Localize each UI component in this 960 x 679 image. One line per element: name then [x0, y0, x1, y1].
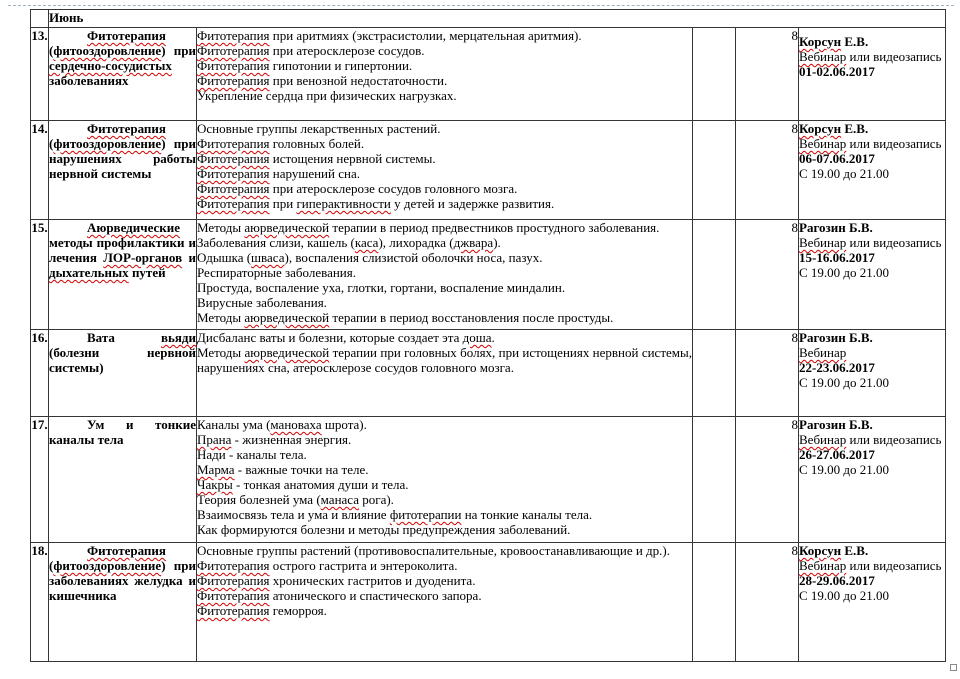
description-cell	[197, 543, 693, 662]
description-paragraph: Заболевания слизи, кашель (каса), лихорадка (джвара).	[197, 235, 501, 250]
lecturer-format: Вебинар	[799, 345, 847, 360]
description-paragraph: Фитотерапия гипотонии и гипертонии.	[197, 58, 413, 73]
description-cell	[197, 330, 693, 417]
row-number-cell: 17.	[31, 417, 49, 543]
description-paragraph: Методы аюрведической терапии при головных болях, при истощениях нервной системы, нарушениях сна, атеросклерозе сосудов головного мозга.	[197, 345, 692, 375]
description-paragraph: Фитотерапия нарушений сна.	[197, 166, 360, 181]
description-paragraph: Марма - важные точки на теле.	[197, 462, 369, 477]
lecturer-name: Рагозин Б.В.	[799, 220, 873, 235]
lecturer-dates: 15-16.06.2017	[799, 250, 875, 265]
topic-text: Фитотерапия (фитооздоровление) при сердечно-сосудистых заболеваниях	[49, 28, 196, 88]
lecturer-time: С 19.00 до 21.00	[799, 462, 890, 477]
row-number-cell: 13.	[31, 28, 49, 121]
topic-cell	[49, 330, 197, 417]
topic-cell	[49, 543, 197, 662]
description-paragraph: Основные группы растений (противовоспалительные, кровоостанавливающие и др.).	[197, 543, 670, 558]
description-paragraph: Простуда, воспаление уха, глотки, гортани, воспаление миндалин.	[197, 280, 566, 295]
description-paragraph: Фитотерапия при гиперактивности у детей и задержке развития.	[197, 196, 555, 211]
description-paragraph: Чакры - тонкая анатомия души и тела.	[197, 477, 409, 492]
row-number-cell: 16.	[31, 330, 49, 417]
lecturer-name: Рагозин Б.В.	[799, 330, 873, 345]
lecturer-cell	[799, 28, 946, 121]
topic-text: Ум и тонкие каналы тела	[49, 417, 196, 447]
description-paragraph: Фитотерапия при венозной недостаточности.	[197, 73, 448, 88]
hours-cell: 8	[736, 330, 799, 417]
description-paragraph: Теория болезней ума (манаса рога).	[197, 492, 394, 507]
description-paragraph: Фитотерапия хронических гастритов и дуоденита.	[197, 573, 476, 588]
description-paragraph: Фитотерапия при атеросклерозе сосудов головного мозга.	[197, 181, 518, 196]
lecturer-time: С 19.00 до 21.00	[799, 588, 890, 603]
topic-cell	[49, 28, 197, 121]
lecturer-format: Вебинар или видеозапись	[799, 136, 942, 151]
description-paragraph: Каналы ума (мановаха шрота).	[197, 417, 367, 432]
lecturer-name: Корсун Е.В.	[799, 121, 869, 136]
table-row	[31, 417, 946, 543]
lecturer-dates: 26-27.06.2017	[799, 447, 875, 462]
table-row	[31, 28, 946, 121]
topic-text: Фитотерапия (фитооздоровление) при нарушениях работы нервной системы	[49, 121, 196, 181]
lecturer-cell	[799, 330, 946, 417]
table-row	[31, 543, 946, 662]
description-paragraph: Укрепление сердца при физических нагрузках.	[197, 88, 457, 103]
hours-cell: 8	[736, 220, 799, 330]
lecturer-format: Вебинар или видеозапись	[799, 235, 942, 250]
hours-cell: 8	[736, 417, 799, 543]
lecturer-format: Вебинар или видеозапись	[799, 432, 942, 447]
lecturer-name: Корсун Е.В.	[799, 543, 869, 558]
lecturer-cell	[799, 543, 946, 662]
description-paragraph: Дисбаланс ваты и болезни, которые создает эта доша.	[197, 330, 495, 345]
topic-cell	[49, 220, 197, 330]
description-paragraph: Нади - каналы тела.	[197, 447, 307, 462]
description-paragraph: Фитотерапия при аритмиях (экстрасистолии, мерцательная аритмия).	[197, 28, 582, 43]
lecturer-cell	[799, 121, 946, 220]
lecturer-dates: 06-07.06.2017	[799, 151, 875, 166]
lecturer-time: С 19.00 до 21.00	[799, 375, 890, 390]
description-cell	[197, 28, 693, 121]
month-header-row	[31, 10, 946, 28]
description-paragraph: Фитотерапия геморроя.	[197, 603, 327, 618]
description-paragraph: Прана - жизненная энергия.	[197, 432, 352, 447]
spacer-cell	[693, 220, 736, 330]
description-paragraph: Фитотерапия при атеросклерозе сосудов.	[197, 43, 425, 58]
table-row	[31, 121, 946, 220]
lecturer-name: Рагозин Б.В.	[799, 417, 873, 432]
description-paragraph: Взаимосвязь тела и ума и влияние фитотерапии на тонкие каналы тела.	[197, 507, 593, 522]
description-paragraph: Фитотерапия истощения нервной системы.	[197, 151, 436, 166]
spacer-cell	[693, 417, 736, 543]
lecturer-dates: 22-23.06.2017	[799, 360, 875, 375]
row-number-cell: 15.	[31, 220, 49, 330]
description-cell	[197, 121, 693, 220]
description-paragraph: Вирусные заболевания.	[197, 295, 327, 310]
schedule-table	[30, 9, 946, 662]
lecturer-cell	[799, 417, 946, 543]
spacer-cell	[693, 543, 736, 662]
description-cell	[197, 417, 693, 543]
topic-text: Вата вьяди (болезни нервной системы)	[49, 330, 196, 375]
lecturer-cell	[799, 220, 946, 330]
row-number-cell: 14.	[31, 121, 49, 220]
hours-cell: 8	[736, 28, 799, 121]
table-row	[31, 220, 946, 330]
topic-cell	[49, 417, 197, 543]
lecturer-dates: 01-02.06.2017	[799, 64, 875, 79]
lecturer-name: Корсун Е.В.	[799, 34, 869, 49]
description-paragraph: Основные группы лекарственных растений.	[197, 121, 441, 136]
lecturer-dates: 28-29.06.2017	[799, 573, 875, 588]
description-paragraph: Как формируются болезни и методы предупреждения заболеваний.	[197, 522, 571, 537]
description-paragraph: Методы аюрведической терапии в период восстановления после простуды.	[197, 310, 614, 325]
page-boundary-dashed-line	[8, 5, 954, 6]
hours-cell: 8	[736, 121, 799, 220]
spacer-cell	[693, 330, 736, 417]
lecturer-time: С 19.00 до 21.00	[799, 265, 890, 280]
lecturer-time: С 19.00 до 21.00	[799, 166, 890, 181]
description-paragraph: Фитотерапия атонического и спастического запора.	[197, 588, 482, 603]
description-cell	[197, 220, 693, 330]
table-resize-handle[interactable]	[950, 664, 957, 671]
lecturer-format: Вебинар или видеозапись	[799, 49, 942, 64]
description-paragraph: Фитотерапия острого гастрита и энтероколита.	[197, 558, 458, 573]
spacer-cell	[693, 121, 736, 220]
topic-text: Аюрведические методы профилактики и лечения ЛОР-органов и дыхательных путей	[49, 220, 196, 280]
topic-text: Фитотерапия (фитооздоровление) при заболеваниях желудка и кишечника	[49, 543, 196, 603]
description-paragraph: Одышка (шваса), воспаления слизистой оболочки носа, пазух.	[197, 250, 543, 265]
month-row-empty-cell	[31, 10, 49, 28]
row-number-cell: 18.	[31, 543, 49, 662]
description-paragraph: Респираторные заболевания.	[197, 265, 356, 280]
topic-cell	[49, 121, 197, 220]
month-header-cell	[49, 10, 946, 28]
lecturer-format: Вебинар или видеозапись	[799, 558, 942, 573]
month-label: Июнь	[49, 10, 84, 25]
description-paragraph: Методы аюрведической терапии в период предвестников простудного заболевания.	[197, 220, 660, 235]
description-paragraph: Фитотерапия головных болей.	[197, 136, 365, 151]
table-row	[31, 330, 946, 417]
hours-cell: 8	[736, 543, 799, 662]
spacer-cell	[693, 28, 736, 121]
